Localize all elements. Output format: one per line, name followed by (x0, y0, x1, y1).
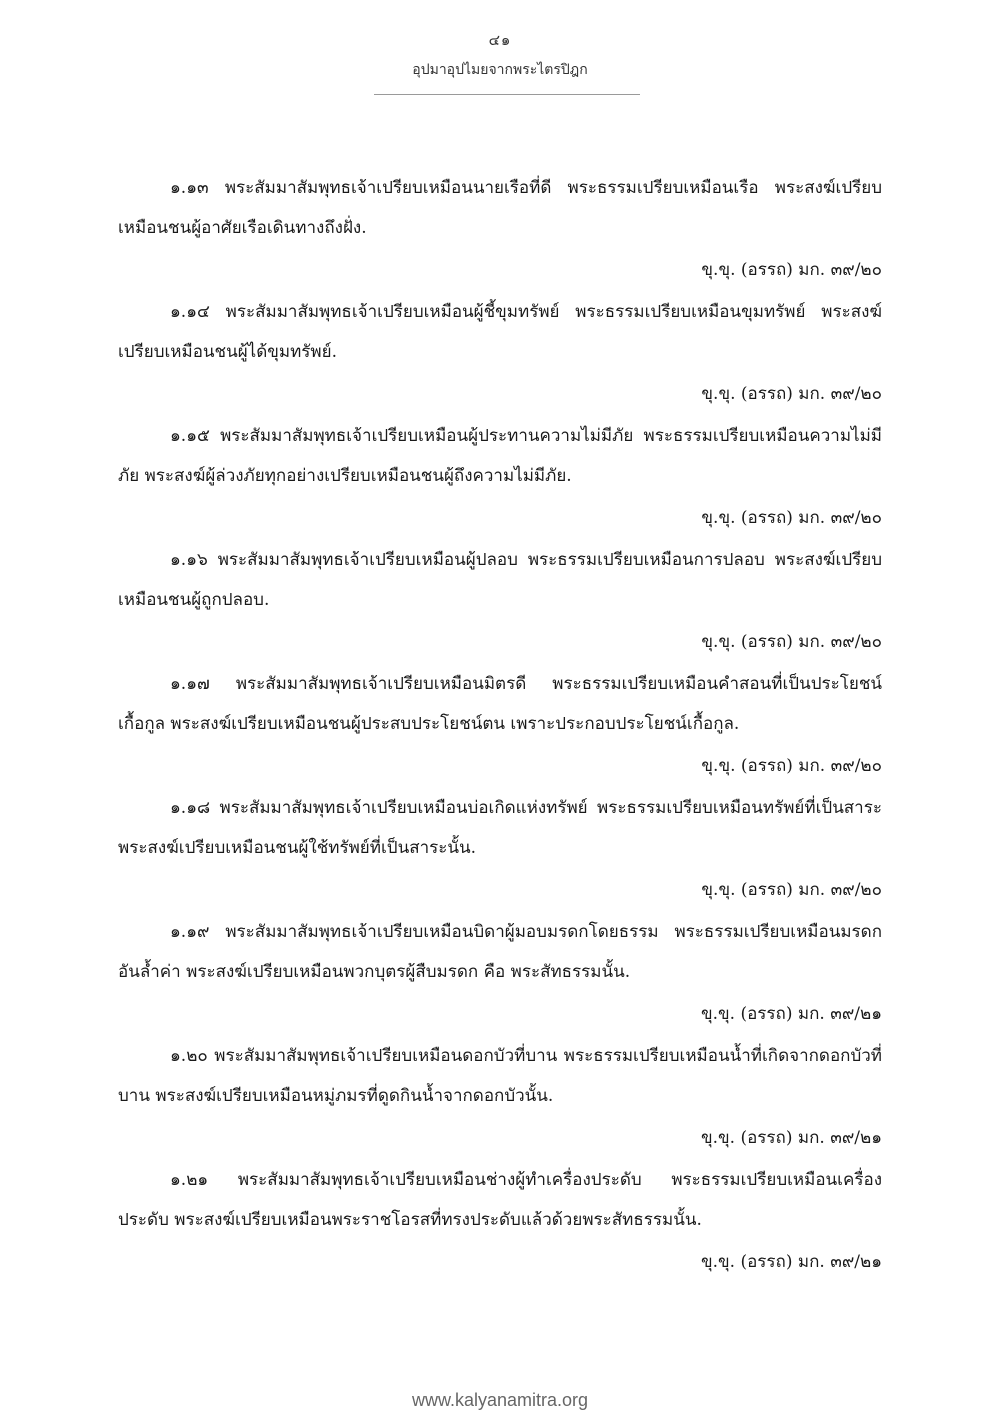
entry-reference: ขุ.ขุ. (อรรถ) มก. ๓๙/๒๐ (701, 384, 882, 404)
entry-number: ๑.๑๗ (170, 674, 210, 694)
entry-reference: ขุ.ขุ. (อรรถ) มก. ๓๙/๒๑ (701, 1128, 882, 1148)
entry-reference: ขุ.ขุ. (อรรถ) มก. ๓๙/๒๐ (701, 260, 882, 280)
entry-number: ๑.๒๑ (170, 1170, 209, 1190)
entry-number: ๑.๑๓ (170, 178, 209, 198)
list-item (118, 540, 882, 662)
list-item (118, 168, 882, 290)
list-item (118, 416, 882, 538)
list-item (118, 912, 882, 1034)
entry-reference: ขุ.ขุ. (อรรถ) มก. ๓๙/๒๐ (701, 632, 882, 652)
entry-text: พระสัมมาสัมพุทธเจ้าเปรียบเหมือนบ่อเกิดแห่งทรัพย์ พระธรรมเปรียบเหมือนทรัพย์ที่เป็นสาระ พระสงฆ์เปรียบเหมือนชนผู้ใช้ทรัพย์ที่เป็นสาระนั้น. (118, 798, 882, 858)
entry-text: พระสัมมาสัมพุทธเจ้าเปรียบเหมือนมิตรดี พระธรรมเปรียบเหมือนคำสอนที่เป็นประโยชน์เกื้อกูล พระสงฆ์เปรียบเหมือนชนผู้ประสบประโยชน์ตน เพราะประกอบประโยชน์เกื้อกูล. (118, 674, 882, 734)
entry-paragraph (118, 1160, 882, 1240)
entry-text: พระสัมมาสัมพุทธเจ้าเปรียบเหมือนช่างผู้ทำเครื่องประดับ พระธรรมเปรียบเหมือนเครื่องประดับ พระสงฆ์เปรียบเหมือนพระราชโอรสที่ทรงประดับแล้วด้วยพระสัทธรรมนั้น. (118, 1170, 882, 1230)
entry-number: ๑.๑๔ (170, 302, 210, 322)
entry-text: พระสัมมาสัมพุทธเจ้าเปรียบเหมือนผู้ปลอบ พระธรรมเปรียบเหมือนการปลอบ พระสงฆ์เปรียบเหมือนชนผู้ถูกปลอบ. (118, 550, 883, 610)
entry-reference: ขุ.ขุ. (อรรถ) มก. ๓๙/๒๑ (701, 1004, 882, 1024)
footer-website: www.kalyanamitra.org (411, 1390, 589, 1410)
entry-text: พระสัมมาสัมพุทธเจ้าเปรียบเหมือนบิดาผู้มอบมรดกโดยธรรม พระธรรมเปรียบเหมือนมรดกอันล้ำค่า พระสงฆ์เปรียบเหมือนพวกบุตรผู้สืบมรดก คือ พระสัทธรรมนั้น. (118, 922, 882, 982)
header-divider (374, 94, 640, 95)
entry-number: ๑.๒๐ (170, 1046, 208, 1066)
entry-text: พระสัมมาสัมพุทธเจ้าเปรียบเหมือนผู้ประทานความไม่มีภัย พระธรรมเปรียบเหมือนความไม่มีภัย พระสงฆ์ผู้ล่วงภัยทุกอย่างเปรียบเหมือนชนผู้ถึงความไม่มีภัย. (118, 426, 882, 486)
entry-text: พระสัมมาสัมพุทธเจ้าเปรียบเหมือนผู้ชี้ขุมทรัพย์ พระธรรมเปรียบเหมือนขุมทรัพย์ พระสงฆ์เปรียบเหมือนชนผู้ได้ขุมทรัพย์. (118, 302, 882, 362)
list-item (118, 664, 882, 786)
entry-reference: ขุ.ขุ. (อรรถ) มก. ๓๙/๒๑ (701, 1252, 882, 1272)
entry-paragraph (118, 1036, 882, 1116)
entry-number: ๑.๑๖ (170, 550, 208, 570)
book-title: อุปมาอุปไมยจากพระไตรปิฎก (412, 62, 588, 78)
entry-reference: ขุ.ขุ. (อรรถ) มก. ๓๙/๒๐ (701, 508, 882, 528)
entry-number: ๑.๑๕ (170, 426, 210, 446)
entry-reference: ขุ.ขุ. (อรรถ) มก. ๓๙/๒๐ (701, 880, 882, 900)
entry-paragraph (118, 168, 882, 248)
entry-paragraph (118, 416, 882, 496)
list-item (118, 1036, 882, 1158)
document-body (118, 168, 882, 1282)
entry-text: พระสัมมาสัมพุทธเจ้าเปรียบเหมือนดอกบัวที่บาน พระธรรมเปรียบเหมือนน้ำที่เกิดจากดอกบัวที่บาน พระสงฆ์เปรียบเหมือนหมู่ภมรที่ดูดกินน้ำจากดอกบัวนั้น. (118, 1046, 883, 1106)
entry-text: พระสัมมาสัมพุทธเจ้าเปรียบเหมือนนายเรือที่ดี พระธรรมเปรียบเหมือนเรือ พระสงฆ์เปรียบเหมือนชนผู้อาศัยเรือเดินทางถึงฝั่ง. (118, 178, 883, 238)
entry-paragraph (118, 912, 882, 992)
entry-paragraph (118, 664, 882, 744)
list-item (118, 292, 882, 414)
entry-reference: ขุ.ขุ. (อรรถ) มก. ๓๙/๒๐ (701, 756, 882, 776)
list-item (118, 788, 882, 910)
entry-paragraph (118, 292, 882, 372)
entry-paragraph (118, 788, 882, 868)
page-number: ๔๑ (488, 31, 512, 49)
entry-number: ๑.๑๙ (170, 922, 210, 942)
list-item (118, 1160, 882, 1282)
page-header (0, 30, 1000, 82)
entry-number: ๑.๑๘ (170, 798, 211, 818)
entry-paragraph (118, 540, 882, 620)
